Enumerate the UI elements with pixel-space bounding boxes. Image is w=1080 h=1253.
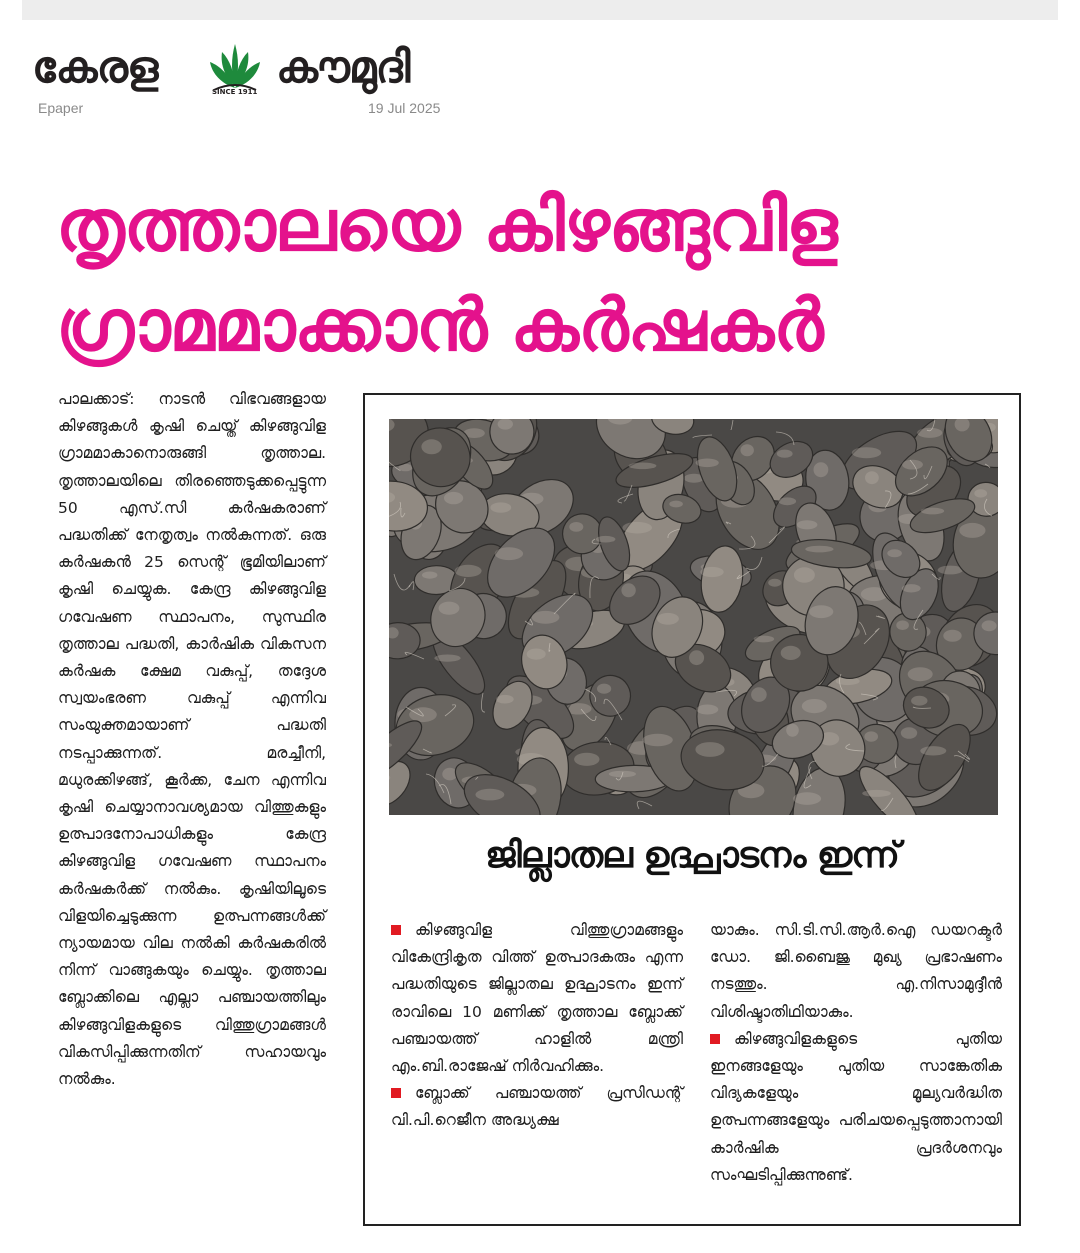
tubers-photo (389, 419, 998, 815)
article-body: പാലക്കാട്: നാടൻ വിഭവങ്ങളായ കിഴങ്ങുകൾ കൃഷി ചെയ്ത് കിഴങ്ങുവിള ഗ്രാമമാകാനൊരുങ്ങി തൃത്താല. തൃത്താലയിലെ തിരഞ്ഞെടുക്കപ്പെട്ടുന്ന 50 എസ്.സി കർഷകരാണ് പദ്ധതിക്ക് നേതൃത്വം നൽകുന്നത്. ഒരു കർഷകൻ 25 സെന്റ് ഭൂമിയിലാണ് കൃഷി ചെയ്യുക. കേന്ദ്ര കിഴങ്ങുവിള ഗവേഷണ സ്ഥാപനം, സുസ്ഥിര തൃത്താല പദ്ധതി, കാർഷിക വികസന കർഷക ക്ഷേമ വകുപ്പ്, തദ്ദേശ സ്വയംഭരണ വകുപ്പ് എന്നിവ സംയുക്തമായാണ് പദ്ധതി നടപ്പാക്കുന്നത്. മരച്ചീനി, മധുരക്കിഴങ്ങ്, കൂർക്ക, ചേന എന്നിവ കൃഷി ചെയ്യാനാവശ്യമായ വിത്തുകളും ഉത്പാദനോപാധികളും കേന്ദ്ര കിഴങ്ങുവിള ഗവേഷണ സ്ഥാപനം കർഷകർക്ക് നൽകും. കൃഷിയിലൂടെ വിളയിച്ചെടുക്കുന്ന ഉത്പന്നങ്ങൾക്ക് ന്യായമായ വില നൽകി കർഷകരിൽ നിന്ന് വാങ്ങുകയും ചെയ്യും. തൃത്താല ബ്ലോക്കിലെ എല്ലാ പഞ്ചായത്തിലും കിഴങ്ങുവിളകളുടെ വിത്തുഗ്രാമങ്ങൾ വികസിപ്പിക്കുന്നതിന് സഹായവും നൽകും. (58, 390, 326, 1089)
headline-line-2: ഗ്രാമമാക്കാൻ കർഷകർ (56, 283, 823, 367)
edition-date: 19 Jul 2025 (368, 100, 441, 116)
box-paragraph-3-text: യാകും. സി.ടി.സി.ആർ.ഐ ഡയറക്ടർ ഡോ. ജി.ബൈജു മുഖ്യ പ്രഭാഷണം നടത്തും. എ.നിസാമുദ്ദീൻ വിശിഷ്ടാതിഥിയാകും. (710, 921, 1002, 1021)
masthead (30, 32, 460, 124)
logo-wordmark-right: കൗമുദി (276, 42, 410, 93)
since-label: SINCE 1911 (212, 88, 258, 96)
red-bullet-icon (710, 1034, 720, 1044)
box-column-2 (710, 917, 1002, 1189)
box-subheading: ജില്ലാതല ഉദ്ഘാടനം ഇന്ന് (485, 835, 899, 876)
box-paragraph-2 (391, 1080, 683, 1134)
red-bullet-icon (391, 925, 401, 935)
box-column-1 (391, 917, 683, 1135)
section-label: Epaper (38, 100, 84, 116)
box-paragraph-4-text: കിഴങ്ങുവിളകളുടെ പുതിയ ഇനങ്ങളേയും പുതിയ സാങ്കേതിക വിദ്യകളേയും മൂല്യവർദ്ധിത ഉത്പന്നങ്ങളേയും പരിചയപ്പെടുത്താനായി കാർഷിക പ്രദർശനവും സംഘടിപ്പിക്കുന്നുണ്ട്. (710, 1029, 1002, 1184)
box-paragraph-4 (710, 1026, 1002, 1189)
sidebar-box (363, 393, 1021, 1226)
box-paragraph-3 (710, 917, 1002, 1026)
box-paragraph-2-text: ബ്ലോക്ക് പഞ്ചായത്ത് പ്രസിഡന്റ് വി.പി.റെജീന അദ്ധ്യക്ഷ (391, 1084, 683, 1130)
box-paragraph-1 (391, 917, 683, 1080)
box-paragraph-1-text: കിഴങ്ങുവിള വിത്തുഗ്രാമങ്ങളും വികേന്ദ്രികൃത വിത്ത് ഉത്പാദകരും എന്ന പദ്ധതിയുടെ ജില്ലാതല ഉദ്ഘാടനം ഇന്ന് രാവിലെ 10 മണിക്ക് തൃത്താല ബ്ലോക്ക് പഞ്ചായത്ത് ഹാളിൽ മന്ത്രി എം.ബി.രാജേഷ് നിർവഹിക്കും. (391, 921, 683, 1076)
top-bar (22, 0, 1058, 20)
red-bullet-icon (391, 1088, 401, 1098)
headline (56, 175, 1036, 375)
headline-line-1: തൃത്താലയെ കിഴങ്ങുവിള (56, 183, 837, 267)
logo-wordmark-left: കേരള (32, 42, 158, 93)
